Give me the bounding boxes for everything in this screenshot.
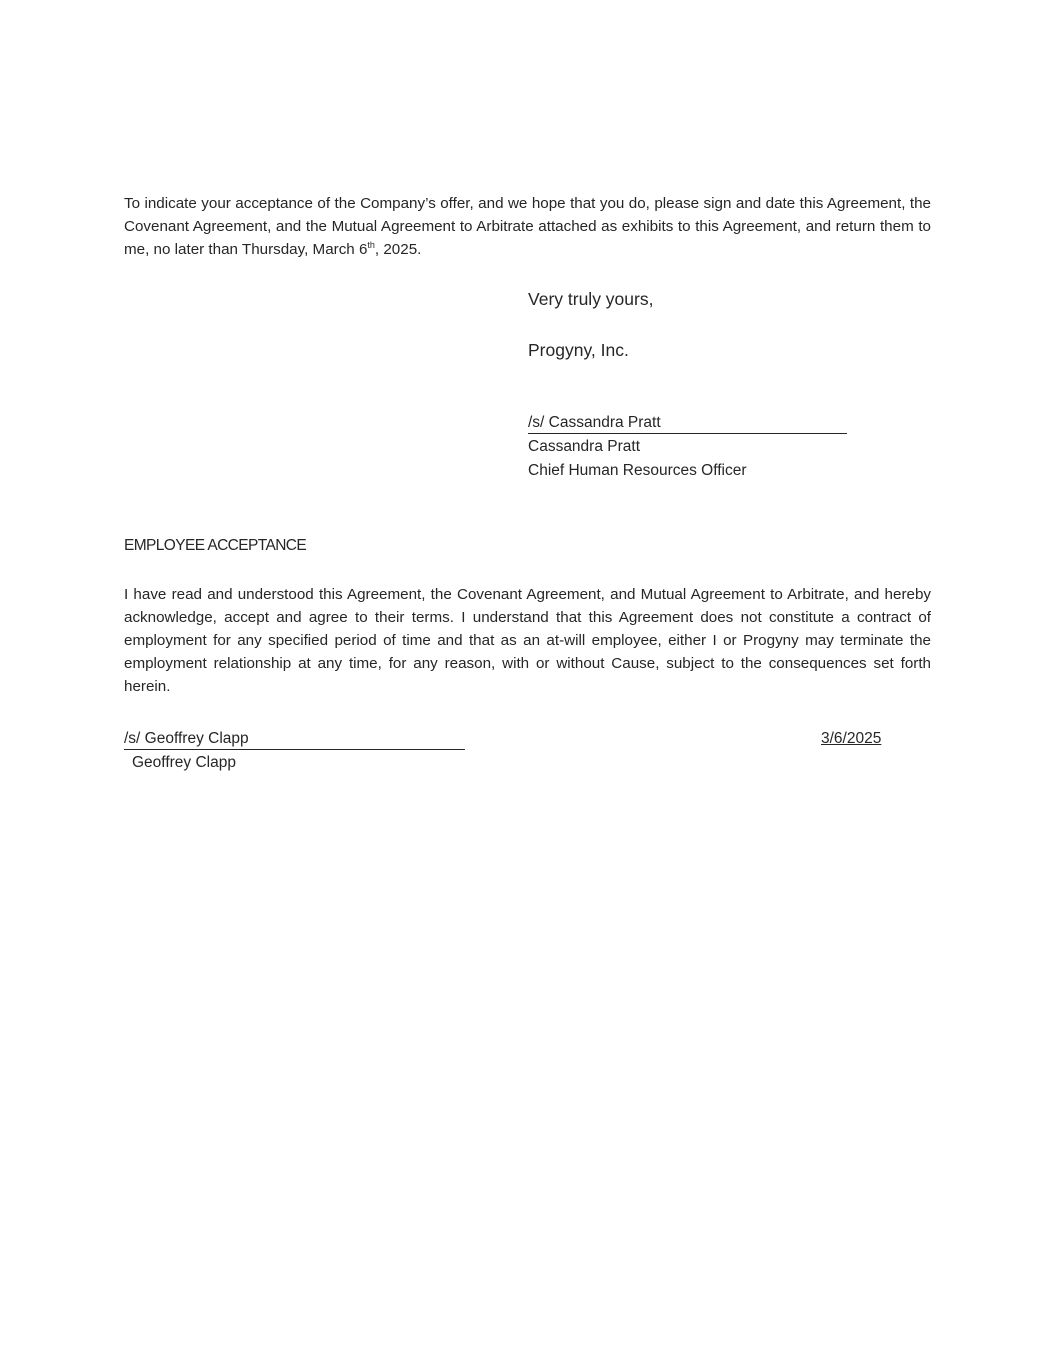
instructions-text-end: , 2025. (374, 241, 422, 258)
employee-acceptance-paragraph: I have read and understood this Agreement, the Covenant Agreement, and Mutual Agreement to Arbitrate, and hereby acknowledge, accept and agree to their terms. I understand that this Agreement does not constitute a contract of employment for any specified period of time and that as an at-will employee, either I or Progyny may terminate the employment relationship at any time, for any reason, with or without Cause, subject to the consequences set forth herein. (124, 586, 931, 695)
signatory-name: Cassandra Pratt (528, 438, 640, 455)
employee-signature-line: /s/ Geoffrey Clapp (124, 728, 465, 750)
employee-name: Geoffrey Clapp (132, 754, 236, 771)
signatory-title: Chief Human Resources Officer (528, 462, 747, 479)
company-signature-block (528, 412, 847, 483)
company-name: Progyny, Inc. (528, 340, 629, 360)
instructions-text: To indicate your acceptance of the Company’s offer, and we hope that you do, please sign and date this Agreement, the Covenant Agreement, and the Mutual Agreement to Arbitrate attached as exhibits to this Agreement, and return them to me, no later than Thursday, March 6 (124, 195, 931, 258)
signature-date: 3/6/2025 (821, 730, 882, 747)
ordinal-suffix: th (367, 240, 375, 250)
company-signature-line: /s/ Cassandra Pratt (528, 412, 847, 434)
letter-closing: Very truly yours, (528, 289, 654, 309)
acceptance-instructions-paragraph (124, 192, 931, 261)
employee-acceptance-heading: EMPLOYEE ACCEPTANCE (124, 537, 307, 554)
